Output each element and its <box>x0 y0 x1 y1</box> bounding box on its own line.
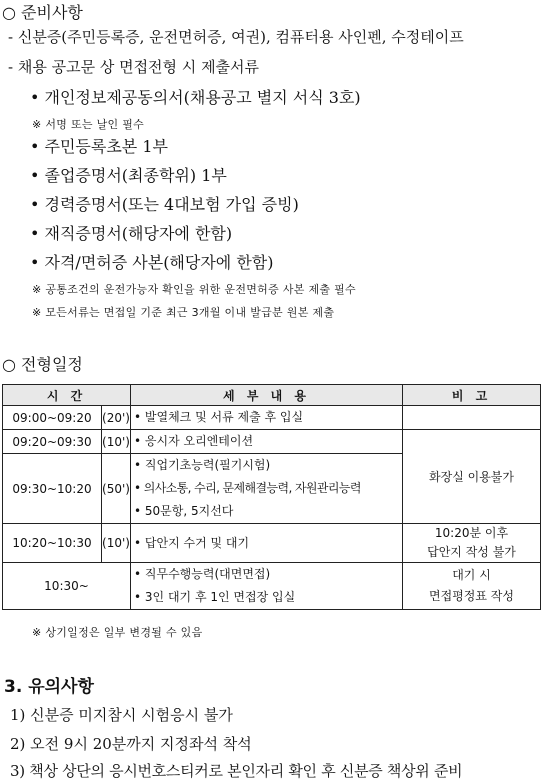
row-detail: • 의사소통, 수리, 문제해결능력, 자원관리능력 <box>134 477 399 500</box>
prep-note: ※ 공통조건의 운전가능자 확인을 위한 운전면허증 사본 제출 필수 <box>32 283 356 296</box>
notes-item: 1) 신분증 미지참시 시험응시 불가 <box>10 706 233 724</box>
header-time: 시 간 <box>3 385 131 406</box>
row-detail: • 직업기초능력(필기시험) <box>134 454 399 477</box>
notes-item: 2) 오전 9시 20분까지 지정좌석 착석 <box>10 735 252 753</box>
notes-item: 3) 책상 상단의 응시번호스티커로 본인자리 확인 후 신분증 책상위 준비 <box>10 762 463 780</box>
table-row <box>3 563 541 610</box>
table-header-row <box>3 385 541 406</box>
notes-heading: 3. 유의사항 <box>4 677 94 697</box>
row-detail: • 발열체크 및 서류 제출 후 입실 <box>134 406 399 429</box>
prep-item: • 개인정보제공동의서(채용공고 별지 서식 3호) <box>30 88 361 107</box>
row-time: 10:30~ <box>3 563 131 610</box>
row-duration: (20') <box>102 406 131 430</box>
row-time: 10:20~10:30 <box>3 524 102 563</box>
prep-item: • 재직증명서(해당자에 한함) <box>30 224 233 243</box>
row-time: 09:00~09:20 <box>3 406 102 430</box>
row-note: 화장실 이용불가 <box>403 430 541 524</box>
row-note: 대기 시 면접평정표 작성 <box>403 563 541 610</box>
prep-item: • 자격/면허증 사본(해당자에 한함) <box>30 253 274 272</box>
row-detail: • 직무수행능력(대면면접) <box>134 563 399 586</box>
prep-note: ※ 모든서류는 면접일 기준 최근 3개월 이내 발급분 원본 제출 <box>32 306 335 319</box>
prep-item: • 경력증명서(또는 4대보험 가입 증빙) <box>30 195 299 214</box>
table-row <box>3 406 541 430</box>
table-row <box>3 524 541 563</box>
row-time: 09:20~09:30 <box>3 430 102 454</box>
prep-item: • 졸업증명서(최종학위) 1부 <box>30 166 227 185</box>
row-detail: • 3인 대기 후 1인 면접장 입실 <box>134 586 399 609</box>
schedule-footnote: ※ 상기일정은 일부 변경될 수 있음 <box>32 626 203 639</box>
schedule-table <box>2 384 541 610</box>
row-duration: (50') <box>102 454 131 524</box>
header-note: 비 고 <box>403 385 541 406</box>
prep-note: ※ 서명 또는 날인 필수 <box>32 118 145 131</box>
row-detail: • 답안지 수거 및 대기 <box>134 532 399 555</box>
prep-item: • 주민등록초본 1부 <box>30 137 168 156</box>
row-time: 09:30~10:20 <box>3 454 102 524</box>
prep-line-id: - 신분증(주민등록증, 운전면허증, 여권), 컴퓨터용 사인펜, 수정테이프 <box>8 28 464 46</box>
row-note <box>403 406 541 430</box>
row-duration: (10') <box>102 430 131 454</box>
prep-heading: ○ 준비사항 <box>2 3 83 22</box>
row-note: 10:20분 이후 답안지 작성 불가 <box>403 524 541 563</box>
prep-line-docs: - 채용 공고문 상 면접전형 시 제출서류 <box>8 58 260 76</box>
schedule-heading: ○ 전형일정 <box>2 355 83 374</box>
table-row <box>3 430 541 454</box>
row-detail: • 50문항, 5지선다 <box>134 500 399 523</box>
row-duration: (10') <box>102 524 131 563</box>
row-detail: • 응시자 오리엔테이션 <box>134 430 399 453</box>
header-details: 세 부 내 용 <box>131 385 403 406</box>
